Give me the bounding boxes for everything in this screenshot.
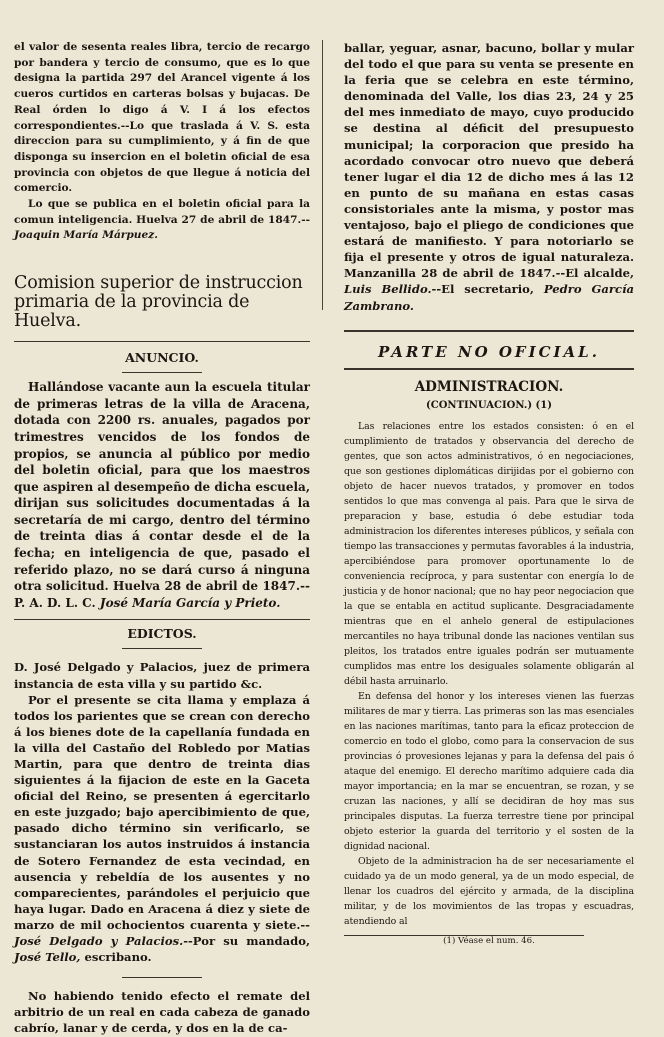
divider bbox=[344, 330, 634, 332]
continued-paragraph: el valor de sesenta reales libra, tercio de recargo por bandera y tercio de consumo, que es lo que designa la partida 297 del Arancel vigente á los cueros curtidos en carteras bolsas y bujacas. De Real órden lo digo á V. I á los efectos correspondientes.--Lo que traslada á V. S. esta direccion para su cumplimiento, y á fin de que disponga su insercion en el boletin oficial de esa provincia con objetos de que llegue á noticia del comercio. bbox=[14, 41, 310, 195]
divider bbox=[14, 341, 310, 342]
anuncio-text: Hallándose vacante aun la escuela titular de primeras letras de la villa de Aracena, dotada con 2200 rs. anuales, pagados por trimestres vencidos de los fondos de propios, se anuncia al público por medio del boletin oficial, para que los maestros que aspiren al desempeño de dicha escuela, dirijan sus solicitudes documentadas á la secretaría de mi cargo, dentro del término de treinta dias á contar desde el de la fecha; en inteligencia de que, pasado el referido plazo, no se dará curso á ninguna otra solicitud. Huelva 28 de abril de 1847.--P. A. D. L. C. José María García y Prieto. bbox=[14, 380, 310, 610]
parte-no-oficial-heading: PARTE NO OFICIAL. bbox=[378, 342, 600, 361]
continued-paragraph: ballar, yeguar, asnar, bacuno, bollar y mular del todo el que para su venta se presente en la feria que se celebra en este término, denominada del Valle, los dias 23, 24 y 25 del mes inmediato de mayo, cuyo producido se destina al déficit del presupuesto municipal; la corporacion que presido ha acordado convocar otro nuevo que deberá tener lugar el dia 12 de dicho mes á las 12 en punto de su mañana en estas casas consistoriales ante la misma, y postor mas ventajoso, bajo el pliego de condiciones que estará de manifiesto. Y para notoriarlo se fija el presente y otros de igual naturaleza. Manzanilla 28 de abril de 1847.--El alcalde, Luis Bellido.--El secretario, Pedro García Zambrano. bbox=[344, 41, 635, 313]
column-divider bbox=[322, 40, 323, 310]
admin-paragraph: Las relaciones entre los estados consisten: ó en el cumplimiento de tratados y observancia del derecho de gentes, que son actos administrativos, ó en negociaciones, que son gestiones diplomáticas dirijidas por el gobierno con objeto de hacer nuevos tratados, y promover en todos sentidos lo que mas convenga al pais. Para que le sirva de preparacion y base, estudia ó debe estudiar toda administracion los diferentes intereses públicos, y señala con tiempo las transacciones y permutas favorables á la industria, apercibiéndose para promover oportunamente lo de conveniencia recíproca, y para sustentar con energía lo de justicia y de honor nacional; que no hay peor negociacion que la que se entabla en actitud suplicante. Desgraciadamente mientras que en el anhelo general de estipulaciones mercantiles no haya tribunal donde las naciones ventilan sus pleitos, los tratados entre iguales podrán ser mutuamente cumplidos mas entre los desiguales solamente obligarán al débil hasta arruinarlo. bbox=[344, 420, 634, 687]
edicto-text: No habiendo tenido efecto el remate del arbitrio de un real en cada cabeza de ganado cabrío, lanar y de cerda, y dos en la de ca- bbox=[14, 989, 310, 1036]
edicto-lead: D. José Delgado y Palacios, juez de primera instancia de esta villa y su partido &c. bbox=[14, 660, 310, 691]
publication-notice: Lo que se publica en el boletin oficial para la comun inteligencia. Huelva 27 de abril de 1847.--Joaquin María Márpuez. bbox=[14, 198, 310, 242]
admin-paragraph: En defensa del honor y los intereses vienen las fuerzas militares de mar y tierra. Las primeras son las mas esenciales en las naciones marítimas, tanto para la eficaz proteccion de comercio en todo el globo, como para la conservacion de sus provincias ó provesiones lejanas y para la defensa del pais ó ataque del enemigo. El derecho marítimo adquiere cada dia mayor importancia; en la mar se encuentran, se rozan, y se cruzan las naciones, y allí se decidiran de hoy mas sus principales disputas. La fuerza terrestre tiene por principal objeto esterior la guarda del territorio y el sosten de la dignidad nacional. bbox=[344, 690, 634, 852]
section-title: Comision superior de instruccion primaria de la provincia de Huelva. bbox=[14, 273, 303, 332]
divider bbox=[122, 372, 202, 373]
left-column bbox=[14, 40, 310, 1037]
divider bbox=[122, 648, 202, 649]
signature: José María García y Prieto. bbox=[99, 595, 281, 610]
right-column bbox=[344, 40, 634, 946]
divider bbox=[122, 977, 202, 978]
continuacion-label: (CONTINUACION.) (1) bbox=[426, 399, 552, 411]
administracion-heading: ADMINISTRACION. bbox=[414, 378, 564, 395]
footnote: (1) Véase el num. 46. bbox=[443, 935, 535, 946]
signature: Joaquin María Márpuez. bbox=[14, 229, 158, 242]
divider bbox=[344, 368, 634, 370]
anuncio-heading: ANUNCIO. bbox=[125, 350, 199, 366]
edictos-heading: EDICTOS. bbox=[127, 626, 197, 642]
admin-paragraph: Objeto de la administracion ha de ser necesariamente el cuidado ya de un modo general, ya de un modo especial, de llenar los cuadros del ejército y armada, de la disciplina militar, y de los movimientos de las tropas y escuadras, atendiendo al bbox=[344, 855, 634, 927]
edicto-text: Por el presente se cita llama y emplaza á todos los parientes que se crean con derecho á los bienes dote de la capellanía fundada en la villa del Castaño del Robledo por Matias Martin, para que dentro de treinta dias siguientes á la fijacion de este en la Gaceta oficial del Reino, se presenten á egercitarlo en este juzgado; bajo apercibimiento de que, pasado dicho término sin verificarlo, se sustanciaran los autos instruidos á instancia de Sotero Fernandez de esta vecindad, en ausencia y rebeldía de los ausentes y no comparecientes, parándoles el perjuicio que haya lugar. Dado en Aracena á diez y siete de marzo de mil ochocientos cuarenta y siete.--José Delgado y Palacios.--Por su mandado, José Tello, escribano. bbox=[14, 692, 311, 965]
divider bbox=[14, 619, 310, 620]
